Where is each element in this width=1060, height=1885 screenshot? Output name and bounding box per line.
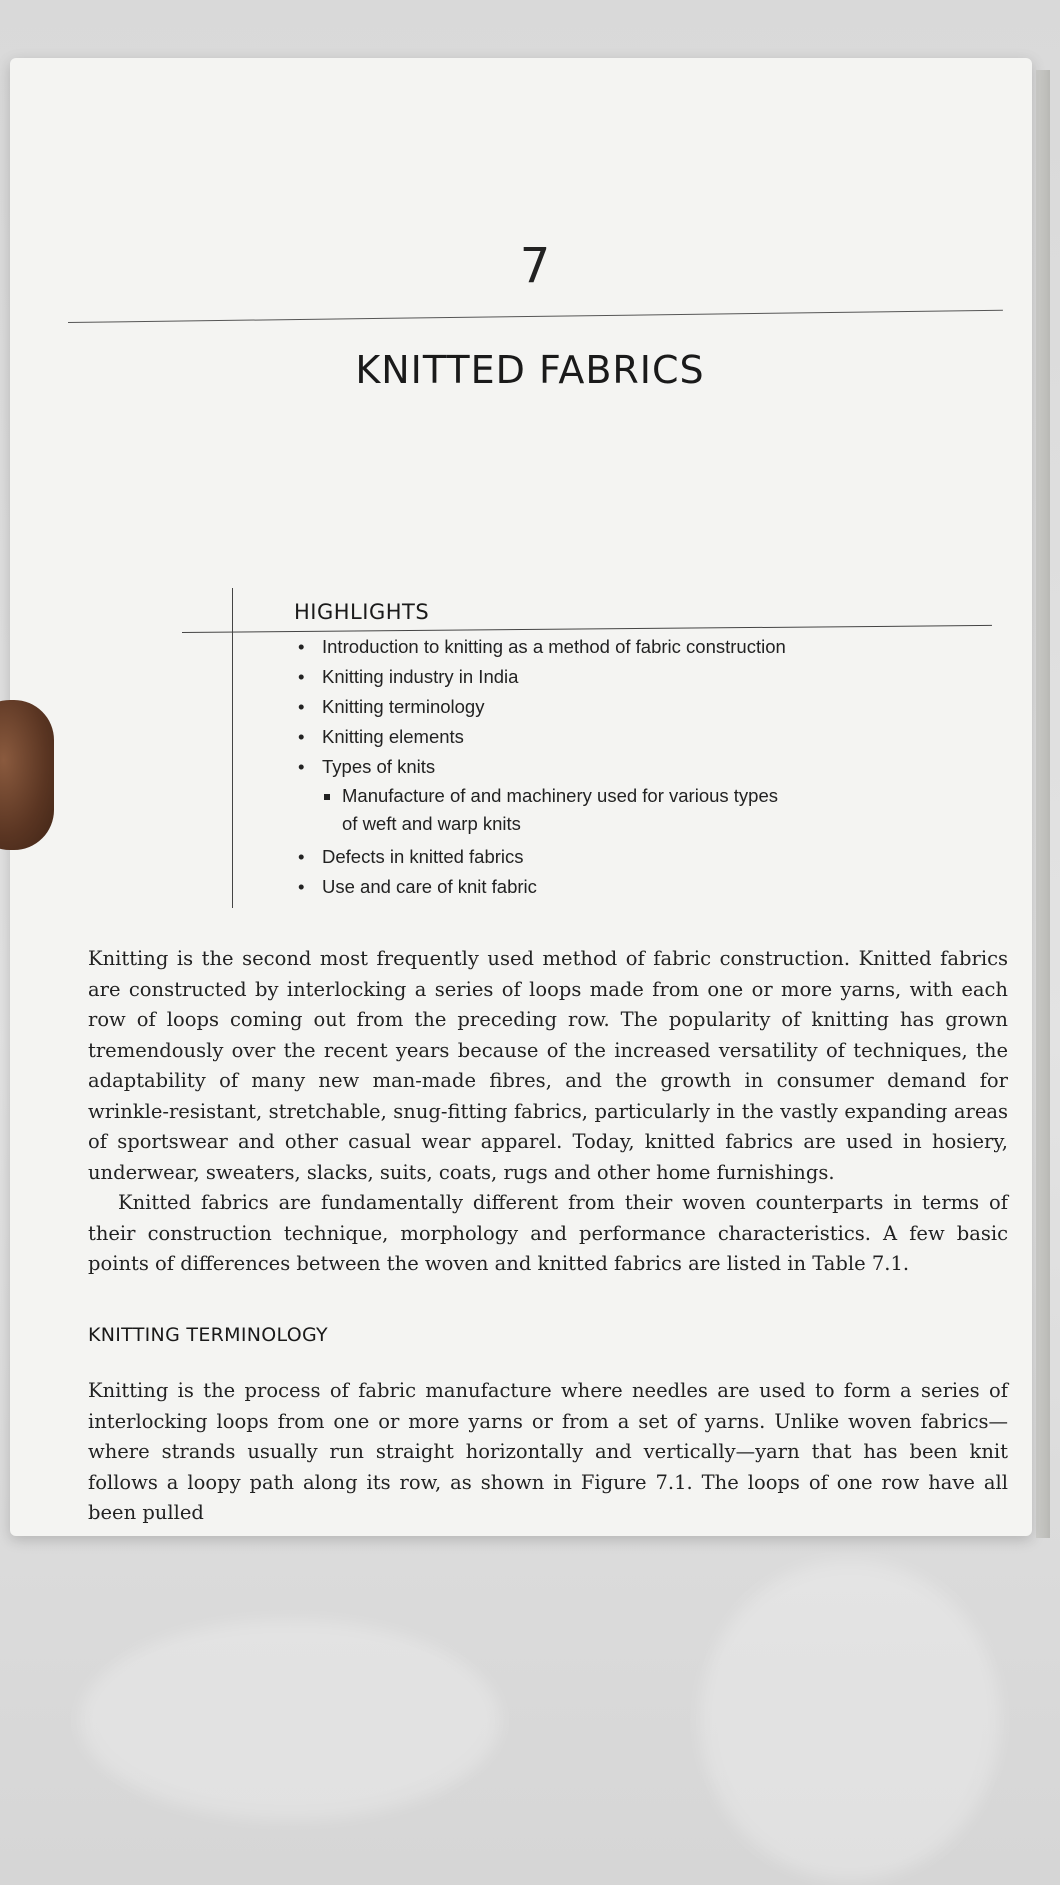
highlights-item: • Knitting industry in India [294, 662, 786, 692]
bullet-icon: • [298, 876, 305, 897]
cloth-highlight [80, 1620, 500, 1820]
highlights-list [294, 632, 786, 902]
highlights-item: • Knitting terminology [294, 692, 786, 722]
page-edge [1036, 70, 1050, 1538]
highlights-item: • Use and care of knit fabric [294, 872, 786, 902]
section-heading: KNITTING TERMINOLOGY [88, 1324, 328, 1346]
highlights-title: HIGHLIGHTS [294, 600, 430, 624]
highlights-item: • Defects in knitted fabrics [294, 842, 786, 872]
thumb [0, 700, 54, 850]
body-paragraph: Knitting is the process of fabric manufacture where needles are used to form a series of interlocking loops from one or more yarns or from a set of yarns. Unlike woven fabrics—where strands usually run straight horizontally and vertically—yarn that has been knit follows a loopy path along its row, as shown in Figure 7.1. The loops of one row have all been pulled [88, 1379, 1008, 1524]
highlights-vertical-rule [232, 588, 233, 908]
bullet-icon: • [298, 666, 305, 687]
chapter-number: 7 [519, 238, 551, 294]
highlights-box [232, 588, 992, 908]
bullet-icon: • [298, 756, 305, 777]
square-bullet-icon [324, 794, 330, 800]
highlights-item: • Introduction to knitting as a method of fabric construction [294, 632, 786, 662]
bullet-icon: • [298, 846, 305, 867]
chapter-divider [68, 310, 1003, 323]
highlights-item: • Knitting elements [294, 722, 786, 752]
highlights-subitem: Manufacture of and machinery used for various types of weft and warp knits [294, 782, 786, 842]
chapter-title: KNITTED FABRICS [355, 348, 705, 392]
highlights-item: • Types of knits [294, 752, 786, 782]
body-paragraph: Knitted fabrics are fundamentally different from their woven counterparts in terms of their construction technique, morphology and performance characteristics. A few basic points of differences between the woven and knitted fabrics are listed in Table 7.1. [88, 1191, 1008, 1275]
book-page [10, 58, 1032, 1536]
cloth-highlight [700, 1560, 1000, 1880]
bullet-icon: • [298, 696, 305, 717]
body-paragraph: Knitting is the second most frequently used method of fabric construction. Knitted fabrics are constructed by interlocking a series of loops made from one or more yarns, with each row of loops coming out from the preceding row. The popularity of knitting has grown tremendously over the recent years because of the increased versatility of techniques, the adaptability of many new man-made fibres, and the growth in consumer demand for wrinkle-resistant, stretchable, snug-fitting fabrics, particularly in the vastly expanding areas of sportswear and other casual wear apparel. Today, knitted fabrics are used in hosiery, underwear, sweaters, slacks, suits, coats, rugs and other home furnishings. [88, 947, 1008, 1184]
bullet-icon: • [298, 636, 305, 657]
bullet-icon: • [298, 726, 305, 747]
